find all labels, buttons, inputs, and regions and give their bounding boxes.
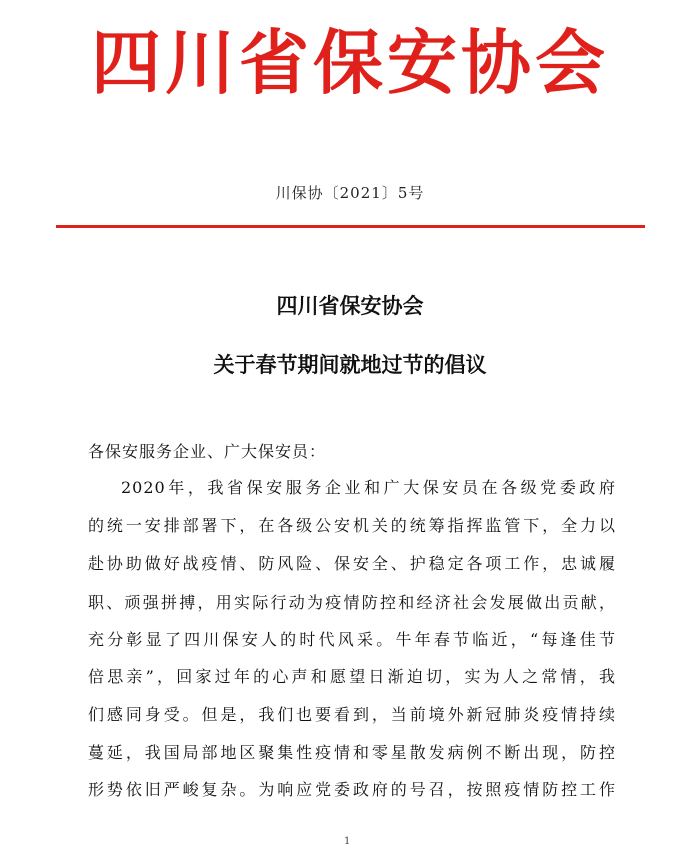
body-line: 形势依旧严峻复杂。为响应党委政府的号召，按照疫情防控工作 bbox=[88, 780, 616, 799]
document-title-line-2: 关于春节期间就地过节的倡议 bbox=[213, 352, 487, 377]
organization-masthead: 四川省保安协会 bbox=[91, 21, 609, 104]
body-line: 们感同身受。但是，我们也要看到，当前境外新冠肺炎疫情持续 bbox=[88, 705, 616, 724]
body-line: 职、顽强拼搏，用实际行动为疫情防控和经济社会发展做出贡献， bbox=[88, 593, 616, 612]
red-divider-line bbox=[56, 225, 645, 228]
salutation: 各保安服务企业、广大保安员： bbox=[88, 442, 327, 461]
body-line: 倍思亲”，回家过年的心声和愿望日渐迫切，实为人之常情，我 bbox=[88, 667, 616, 686]
body-line: 的统一安排部署下，在各级公安机关的统筹指挥监管下，全力以 bbox=[88, 516, 616, 535]
body-line: 蔓延，我国局部地区聚集性疫情和零星散发病例不断出现，防控 bbox=[88, 743, 616, 762]
body-line: 充分彰显了四川保安人的时代风采。牛年春节临近，“每逢佳节 bbox=[88, 630, 616, 649]
document-number: 川保协〔2021〕5号 bbox=[275, 184, 425, 202]
body-line: 2020年，我省保安服务企业和广大保安员在各级党委政府 bbox=[121, 478, 616, 497]
body-line: 赴协助做好战疫情、防风险、保安全、护稳定各项工作，忠诚履 bbox=[88, 554, 616, 573]
page-number: 1 bbox=[344, 836, 351, 846]
document-title-line-1: 四川省保安协会 bbox=[276, 293, 424, 318]
